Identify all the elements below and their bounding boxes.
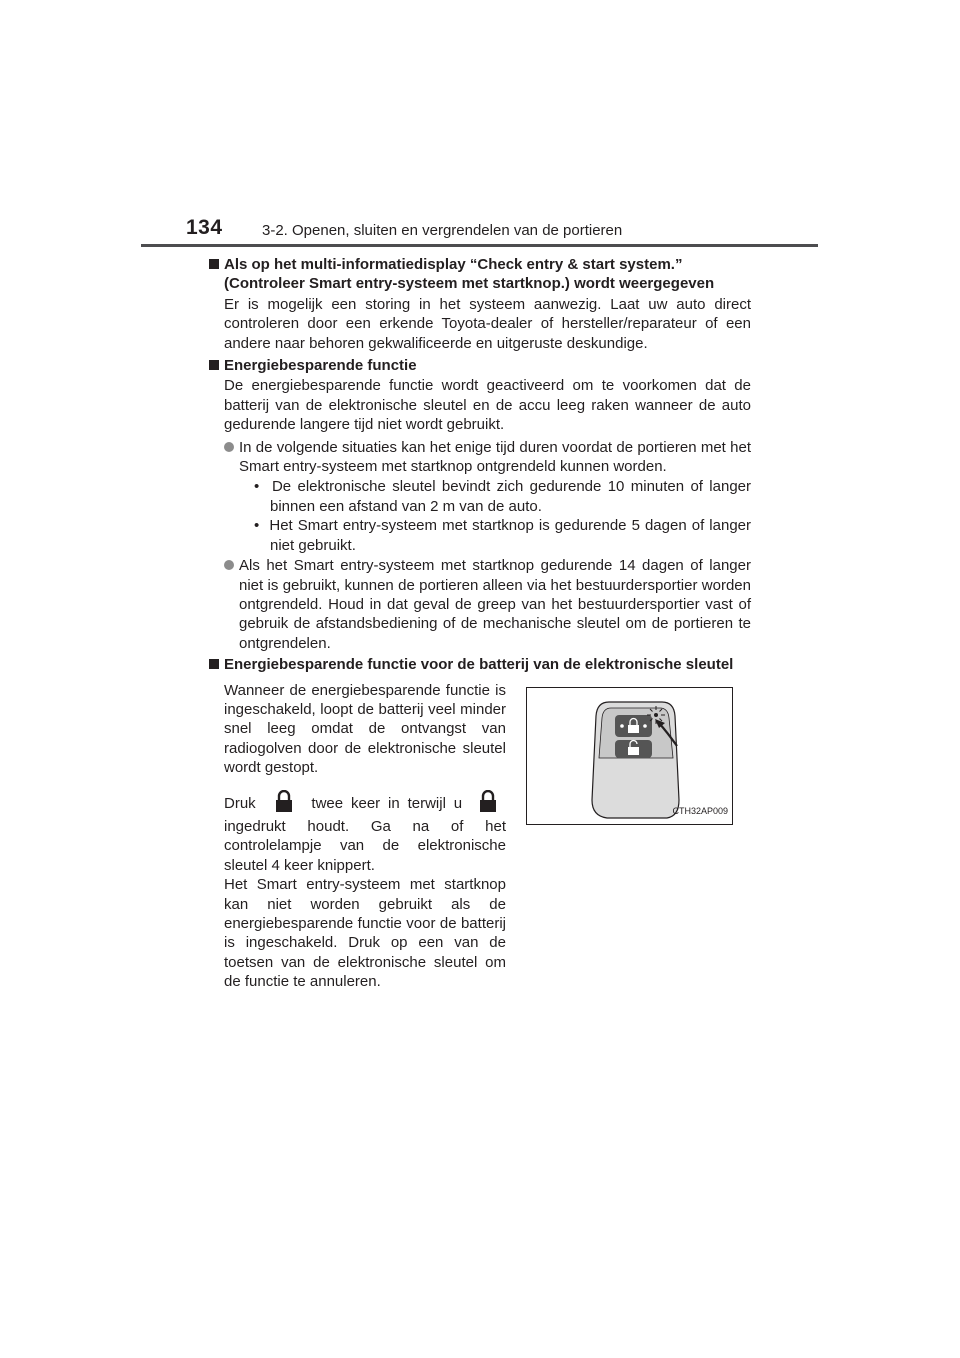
page-content	[209, 255, 751, 989]
circle-bullet-icon	[224, 442, 234, 452]
square-bullet-icon	[209, 659, 219, 669]
energy-saving-body: De energiebesparende functie wordt geactiveerd om te voorkomen dat de batterij van de elektronische sleutel en de accu leeg raken wanneer de auto gedurende langere tijd niet wordt gebruikt.	[224, 377, 751, 434]
heading-key-battery-text: Energiebesparende functie voor de batterij van de elektronische sleutel	[224, 656, 734, 674]
para-2-part-1: Druk	[224, 794, 256, 812]
header-rule	[141, 244, 818, 247]
heading-energy-saving-text: Energiebesparende functie	[224, 357, 417, 375]
bullet-item-1	[254, 477, 751, 516]
key-battery-para-2	[224, 790, 506, 876]
energy-saving-point-2	[224, 556, 751, 653]
circle-bullet-icon	[224, 560, 234, 570]
key-battery-para-1: Wanneer de energiebesparende functie is ingeschakeld, loopt de batterij veel minder snel leeg omdat de ontvangst van radiogolven door de elektronische sleutel wordt gestopt.	[224, 681, 506, 777]
point-2-text: Als het Smart entry-systeem met startknop gedurende 14 dagen of langer niet is gebruikt, kunnen de portieren alleen via het bestuurdersportier worden ontgrendeld. Houd in dat geval de greep van het bestuurdersportier vast of gebruik de afstandsbediening of de mechanische sleutel om de portieren te ontgrendelen.	[239, 557, 751, 652]
bullet-marker-icon: •	[254, 517, 270, 535]
para-2-part-3: ingedrukt houdt. Ga na of het controlelampje van de elektronische sleutel 4 keer knippert.	[224, 817, 506, 874]
key-battery-para-3: Het Smart entry-systeem met startknop kan niet worden gebruikt als de energiebesparende functie voor de batterij is ingeschakeld. Druk op een van de toetsen van de elektronische sleutel om de functie te annuleren.	[224, 876, 506, 991]
bullet-2-text: Het Smart entry-systeem met startknop is gedurende 5 dagen of langer niet gebruikt.	[269, 517, 751, 554]
smart-key-figure	[526, 687, 733, 825]
lock-icon	[264, 790, 304, 817]
lock-icon	[470, 790, 506, 817]
heading-check-entry	[209, 255, 751, 294]
bullet-1-text: De elektronische sleutel bevindt zich gedurende 10 minuten of langer binnen een afstand van 2 m van de auto.	[270, 478, 751, 515]
heading-key-battery	[209, 655, 751, 674]
heading-check-entry-text: Als op het multi-informatiedisplay “Check entry & start system.” (Controleer Smart entry-systeem met startknop.) wordt weergegeven	[224, 256, 715, 293]
check-entry-body: Er is mogelijk een storing in het systeem aanwezig. Laat uw auto direct controleren door een erkende Toyota-dealer of hersteller/reparateur of een andere naar behoren gekwalificeerde en uitgeruste deskundige.	[224, 295, 751, 352]
section-title: 3-2. Openen, sluiten en vergrendelen van de portieren	[262, 222, 623, 239]
page-number: 134	[186, 216, 223, 239]
square-bullet-icon	[209, 259, 219, 269]
key-battery-text	[224, 681, 506, 1004]
figure-caption: CTH32AP009	[672, 806, 728, 817]
para-2-part-2: twee keer in terwijl u	[311, 794, 463, 812]
heading-energy-saving	[209, 356, 751, 375]
energy-saving-point-1	[224, 438, 751, 477]
key-battery-block	[209, 679, 751, 989]
point-1-text: In de volgende situaties kan het enige tijd duren voordat de portieren met het Smart entry-systeem met startknop ontgrendeld kunnen worden.	[239, 438, 751, 476]
bullet-item-2	[254, 516, 751, 555]
square-bullet-icon	[209, 360, 219, 370]
bullet-marker-icon: •	[254, 478, 272, 496]
